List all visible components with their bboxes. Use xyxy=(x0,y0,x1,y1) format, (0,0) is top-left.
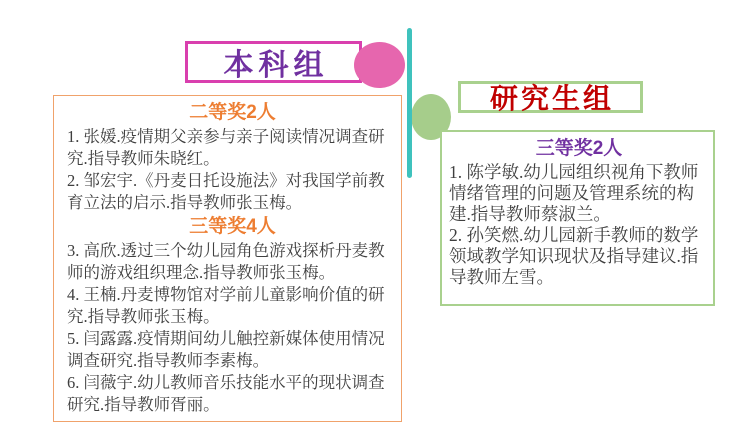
award-entry: 1. 陈学敏.幼儿园组织视角下教师情绪管理的问题及管理系统的构建.指导教师蔡淑兰。 xyxy=(449,162,699,224)
undergrad-awards-panel xyxy=(53,95,402,422)
grad-third-prize-header: 三等奖2人 xyxy=(535,138,623,159)
undergrad-second-prize-header: 二等奖2人 xyxy=(189,102,276,123)
award-entry: 2. 孙笑燃.幼儿园新手教师的数学领域教学知识现状及指导建议.指导教师左雪。 xyxy=(449,225,699,287)
award-entry: 1. 张媛.疫情期父亲参与亲子阅读情况调查研究.指导教师朱晓红。 xyxy=(67,127,385,168)
grad-group-title: 研究生组 xyxy=(489,83,614,114)
award-entry: 3. 高欣.透过三个幼儿园角色游戏探析丹麦教师的游戏组织理念.指导教师张玉梅。 xyxy=(67,241,385,282)
award-entry: 5. 闫露露.疫情期间幼儿触控新媒体使用情况调查研究.指导教师李素梅。 xyxy=(67,329,385,370)
vertical-divider xyxy=(407,28,412,178)
award-entry: 4. 王楠.丹麦博物馆对学前儿童影响价值的研究.指导教师张玉梅。 xyxy=(67,285,385,326)
award-entry: 2. 邹宏宇.《丹麦日托设施法》对我国学前教育立法的启示.指导教师张玉梅。 xyxy=(67,171,385,212)
undergrad-group-title: 本科组 xyxy=(223,49,329,82)
pink-circle-decoration xyxy=(354,42,405,88)
undergrad-third-prize-header: 三等奖4人 xyxy=(189,216,276,237)
grad-group-title-box xyxy=(458,81,643,113)
award-entry: 6. 闫薇宇.幼儿教师音乐技能水平的现状调查研究.指导教师胥丽。 xyxy=(67,373,385,414)
undergrad-group-title-box xyxy=(185,41,362,83)
grad-awards-panel xyxy=(440,130,715,306)
